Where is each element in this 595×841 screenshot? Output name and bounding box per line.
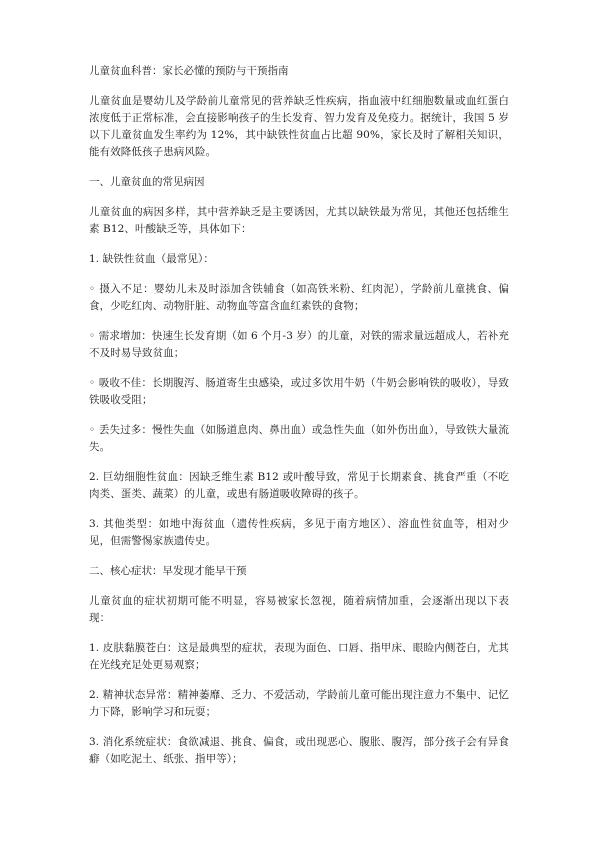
bullet-poor-absorption: ◦ 吸收不佳：长期腹泻、肠道寄生虫感染，或过多饮用牛奶（牛奶会影响铁的吸收），导致铁吸收受阻； [89,377,509,406]
document-title: 儿童贫血科普：家长必懂的预防与干预指南 [89,65,289,77]
causes-intro-paragraph: 儿童贫血的病因多样，其中营养缺乏是主要诱因，尤其以缺铁最为常见，其他还包括维生素 B12、叶酸缺乏等，具体如下： [89,206,509,235]
symptom-pale-skin: 1. 皮肤黏膜苍白：这是最典型的症状，表现为面色、口唇、指甲床、眼睑内侧苍白，尤其在光线充足处更易观察； [89,642,509,671]
megaloblastic-anemia-paragraph: 2. 巨幼细胞性贫血：因缺乏维生素 B12 或叶酸导致，常见于长期素食、挑食严重（不吃肉类、蛋类、蔬菜）的儿童，或患有肠道吸收障碍的孩子。 [89,471,509,500]
other-types-paragraph: 3. 其他类型：如地中海贫血（遗传性疾病，多见于南方地区）、溶血性贫血等，相对少见，但需警惕家族遗传史。 [89,518,509,547]
intro-paragraph: 儿童贫血是婴幼儿及学龄前儿童常见的营养缺乏性疾病，指血液中红细胞数量或血红蛋白浓度低于正常标准，会直接影响孩子的生长发育、智力发育及免疫力。据统计，我国 5 岁以下儿童贫血发生率约为 12%，其中缺铁性贫血占比超 90%，家长及时了解相关知识，能有效降低孩子患病风险。 [89,95,509,158]
iron-deficiency-title: 1. 缺铁性贫血（最常见）： [89,253,215,265]
bullet-increased-demand: ◦ 需求增加：快速生长发育期（如 6 个月-3 岁）的儿童，对铁的需求量远超成人，若补充不及时易导致贫血； [89,330,509,359]
section-heading-causes: 一、儿童贫血的常见病因 [89,176,205,188]
symptom-digestive: 3. 消化系统症状：食欲减退、挑食、偏食，或出现恶心、腹胀、腹泻，部分孩子会有异食癖（如吃泥土、纸张、指甲等）； [89,736,509,765]
bullet-insufficient-intake: ◦ 摄入不足：婴幼儿未及时添加含铁辅食（如高铁米粉、红肉泥），学龄前儿童挑食、偏食，少吃红肉、动物肝脏、动物血等富含血红素铁的食物； [89,283,509,312]
symptoms-intro-paragraph: 儿童贫血的症状初期可能不明显，容易被家长忽视，随着病情加重，会逐渐出现以下表现： [89,595,509,624]
bullet-excessive-loss: ◦ 丢失过多：慢性失血（如肠道息肉、鼻出血）或急性失血（如外伤出血），导致铁大量流失。 [89,424,509,453]
symptom-mental-state: 2. 精神状态异常：精神萎靡、乏力、不爱活动，学龄前儿童可能出现注意力不集中、记忆力下降，影响学习和玩耍； [89,689,509,718]
section-heading-symptoms: 二、核心症状：早发现才能早干预 [89,565,247,577]
